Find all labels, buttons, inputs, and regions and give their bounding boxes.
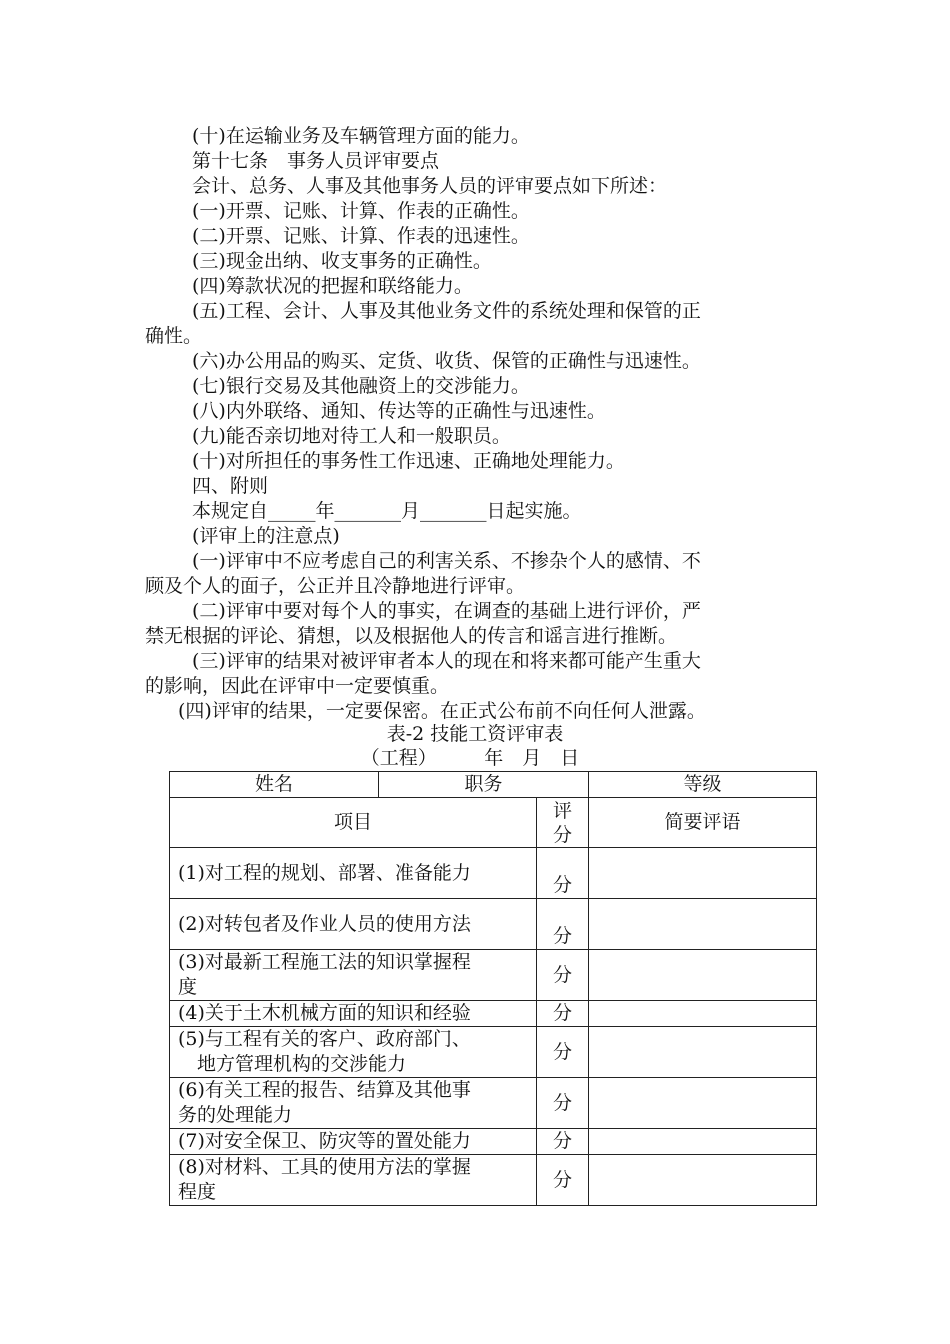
- text-line: (三)评审的结果对被评审者本人的现在和将来都可能产生重大: [192, 650, 701, 672]
- table-row: [170, 950, 817, 1001]
- text-line: 禁无根据的评论、猜想，以及根据他人的传言和谣言进行推断。: [145, 625, 678, 647]
- table-row: [170, 1027, 817, 1078]
- text-line: 本规定自_____年_______月_______日起实施。: [192, 500, 582, 522]
- section-heading: 四、附则: [192, 475, 269, 497]
- text-line: (二)评审中要对每个人的事实，在调查的基础上进行评价，严: [192, 600, 701, 622]
- item-cell: [170, 1001, 537, 1027]
- comment-cell[interactable]: [589, 1155, 817, 1206]
- item-cell: [170, 899, 537, 950]
- score-cell[interactable]: 分: [537, 1155, 589, 1206]
- text-line: (五)工程、会计、人事及其他业务文件的系统处理和保管的正: [192, 300, 701, 322]
- table-row: [170, 1155, 817, 1206]
- comment-cell[interactable]: [589, 848, 817, 899]
- score-cell[interactable]: 分: [537, 1027, 589, 1078]
- header-grade: 等级: [589, 772, 817, 798]
- text-line: (八)内外联络、通知、传达等的正确性与迅速性。: [192, 400, 606, 422]
- text-line: (一)评审中不应考虑自己的利害关系、不掺杂个人的感情、不: [192, 550, 701, 572]
- text-line: (十)在运输业务及车辆管理方面的能力。: [192, 125, 530, 147]
- item-text: (5)与工程有关的客户、政府部门、: [178, 1028, 471, 1050]
- header-position: 职务: [379, 772, 589, 798]
- header-item: 项目: [170, 798, 537, 848]
- text-line: (六)办公用品的购买、定货、收货、保管的正确性与迅速性。: [192, 350, 701, 372]
- table-subtitle: （工程） 年 月 日: [360, 747, 580, 769]
- comment-cell[interactable]: [589, 1078, 817, 1129]
- item-cell: [170, 1027, 537, 1078]
- comment-cell[interactable]: [589, 1027, 817, 1078]
- text-line: (四)筹款状况的把握和联络能力。: [192, 275, 473, 297]
- section-heading: 第十七条 事务人员评审要点: [192, 150, 440, 172]
- header-row: [170, 772, 817, 798]
- table-row: [170, 1129, 817, 1155]
- score-cell[interactable]: 分: [537, 848, 589, 899]
- text-line: 的影响，因此在评审中一定要慎重。: [145, 675, 450, 697]
- header-score-char: 评: [553, 799, 573, 822]
- text-line: (二)开票、记账、计算、作表的迅速性。: [192, 225, 530, 247]
- text-line: (一)开票、记账、计算、作表的正确性。: [192, 200, 530, 222]
- item-text: (6)有关工程的报告、结算及其他事: [178, 1079, 471, 1101]
- header-score-text: [545, 799, 580, 847]
- comment-cell[interactable]: [589, 1001, 817, 1027]
- table-row: [170, 899, 817, 950]
- item-cell: [170, 1155, 537, 1206]
- comment-cell[interactable]: [589, 899, 817, 950]
- table-body: [170, 848, 817, 1206]
- header-name: 姓名: [170, 772, 379, 798]
- table-row: [170, 1001, 817, 1027]
- text-line: 会计、总务、人事及其他事务人员的评审要点如下所述：: [192, 175, 668, 197]
- item-cell: [170, 950, 537, 1001]
- column-header-row: [170, 798, 817, 848]
- header-score-char: 分: [553, 823, 573, 846]
- header-score: [537, 798, 589, 848]
- text-line: (九)能否亲切地对待工人和一般职员。: [192, 425, 511, 447]
- score-cell[interactable]: 分: [537, 1078, 589, 1129]
- item-text: 程度: [178, 1181, 217, 1203]
- comment-cell[interactable]: [589, 950, 817, 1001]
- text-line: (十)对所担任的事务性工作迅速、正确地处理能力。: [192, 450, 625, 472]
- item-text: 务的处理能力: [178, 1104, 293, 1126]
- item-cell: [170, 848, 537, 899]
- text-line: (评审上的注意点): [192, 525, 340, 547]
- item-cell: [170, 1078, 537, 1129]
- score-cell[interactable]: 分: [537, 1129, 589, 1155]
- item-text: (2)对转包者及作业人员的使用方法: [178, 912, 471, 935]
- score-cell[interactable]: 分: [537, 899, 589, 950]
- item-cell: [170, 1129, 537, 1155]
- evaluation-table: [169, 771, 817, 1206]
- text-line: 确性。: [145, 325, 203, 347]
- text-line: 顾及个人的面子，公正并且冷静地进行评审。: [145, 575, 526, 597]
- item-text: (8)对材料、工具的使用方法的掌握: [178, 1156, 471, 1178]
- item-text: (7)对安全保卫、防灾等的置处能力: [178, 1130, 471, 1152]
- comment-cell[interactable]: [589, 1129, 817, 1155]
- item-text: (4)关于土木机械方面的知识和经验: [178, 1002, 471, 1024]
- text-line: (三)现金出纳、收支事务的正确性。: [192, 250, 492, 272]
- header-comment: 简要评语: [589, 798, 817, 848]
- score-cell[interactable]: 分: [537, 1001, 589, 1027]
- table-row: [170, 1078, 817, 1129]
- text-line: (七)银行交易及其他融资上的交涉能力。: [192, 375, 530, 397]
- item-text: (3)对最新工程施工法的知识掌握程: [178, 951, 471, 973]
- item-text: 地方管理机构的交涉能力: [178, 1053, 407, 1075]
- table-title: 表-2 技能工资评审表: [386, 723, 564, 745]
- text-line: (四)评审的结果，一定要保密。在正式公布前不向任何人泄露。: [178, 700, 706, 722]
- item-text: 度: [178, 976, 198, 998]
- item-text: (1)对工程的规划、部署、准备能力: [178, 861, 471, 884]
- table-row: [170, 848, 817, 899]
- score-cell[interactable]: 分: [537, 950, 589, 1001]
